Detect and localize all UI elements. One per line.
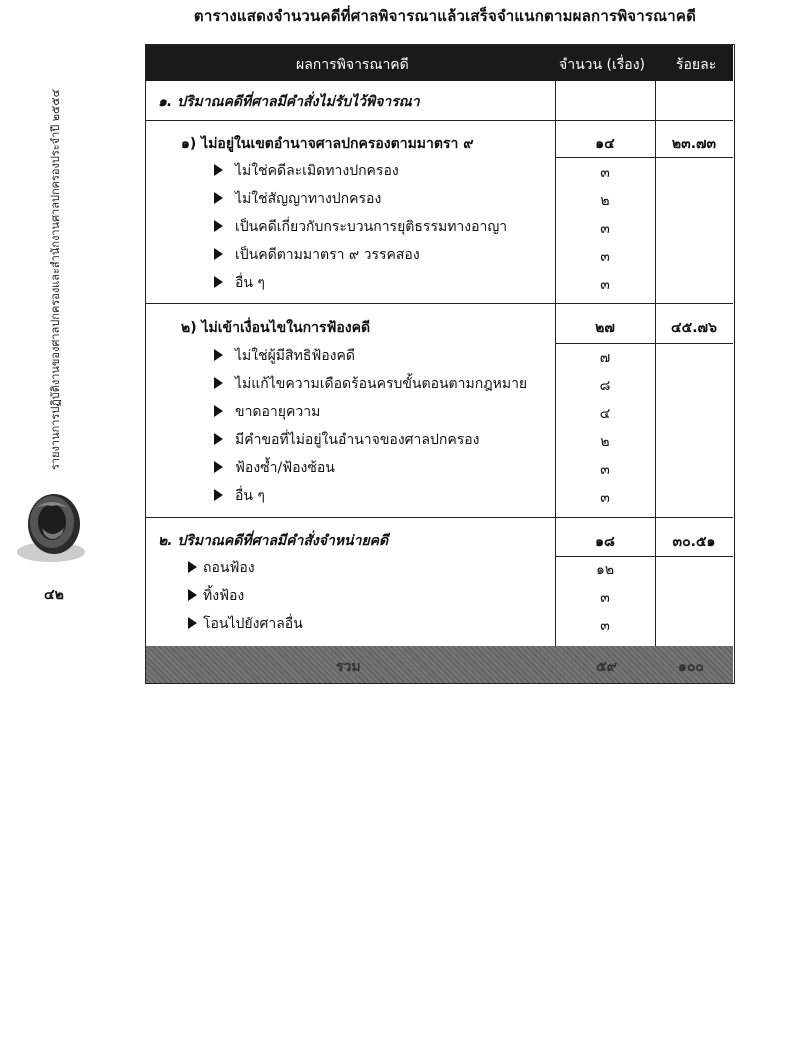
bullet-triangle-icon [214, 220, 223, 232]
table-title: ตารางแสดงจำนวนคดีที่ศาลพิจารณาแล้วเสร็จจำแนกตามผลการพิจารณาคดี [193, 7, 697, 25]
bullet-triangle-icon [214, 248, 223, 260]
section2-count: ๑๘ [595, 534, 615, 550]
item-count: ๓ [600, 165, 610, 181]
sub1-label: ๑) ไม่อยู่ในเขตอำนาจศาลปกครองตามมาตรา ๙ [181, 136, 474, 152]
sub1-count: ๑๔ [595, 136, 615, 152]
section1-label: ๑. ปริมาณคดีที่ศาลมีคำสั่งไม่รับไว้พิจารณา [158, 94, 420, 110]
list-item: เป็นคดีเกี่ยวกับกระบวนการยุติธรรมทางอาญา [214, 216, 507, 238]
item-count: ๒ [600, 193, 610, 209]
sub2-percent: ๔๕.๗๖ [671, 320, 717, 336]
bullet-triangle-icon [188, 617, 197, 629]
row-divider [555, 556, 733, 557]
list-item: ไม่แก้ไขความเดือดร้อนครบขั้นตอนตามกฎหมาย [214, 373, 527, 395]
table-header [146, 45, 733, 81]
item-count: ๓ [600, 462, 610, 478]
side-caption: รายงานการปฏิบัติงานของศาลปกครองและสำนักงานศาลปกครองประจำปี ๒๕๕๔ [49, 89, 62, 470]
item-count: ๑๒ [595, 562, 615, 578]
item-count: ๘ [599, 378, 611, 394]
item-count: ๓ [600, 249, 610, 265]
row-divider [146, 120, 733, 121]
bullet-triangle-icon [214, 489, 223, 501]
section2-percent: ๓๐.๕๑ [672, 534, 716, 550]
list-item: ถอนฟ้อง [188, 557, 255, 579]
bullet-triangle-icon [214, 461, 223, 473]
row-divider [555, 157, 733, 158]
bullet-triangle-icon [214, 349, 223, 361]
list-item: ขาดอายุความ [214, 401, 320, 423]
row-divider [146, 303, 733, 304]
item-count: ๓ [600, 277, 610, 293]
results-table [145, 44, 735, 684]
sub1-percent: ๒๓.๗๓ [671, 136, 717, 152]
section2-label: ๒. ปริมาณคดีที่ศาลมีคำสั่งจำหน่ายคดี [158, 533, 389, 549]
list-item: มีคำขอที่ไม่อยู่ในอำนาจของศาลปกครอง [214, 429, 480, 451]
sub2-label: ๒) ไม่เข้าเงื่อนไขในการฟ้องคดี [181, 320, 371, 336]
list-item: ไม่ใช่ผู้มีสิทธิฟ้องคดี [214, 345, 355, 367]
list-item: ไม่ใช่คดีละเมิดทางปกครอง [214, 160, 399, 182]
header-count: จำนวน (เรื่อง) [559, 57, 645, 73]
item-count: ๒ [600, 434, 610, 450]
total-row [146, 646, 733, 683]
court-emblem-logo [14, 488, 88, 568]
item-count: ๗ [599, 350, 611, 366]
bullet-triangle-icon [214, 276, 223, 288]
bullet-triangle-icon [214, 405, 223, 417]
list-item: ไม่ใช่สัญญาทางปกครอง [214, 188, 381, 210]
bullet-triangle-icon [188, 589, 197, 601]
list-item: โอนไปยังศาลอื่น [188, 613, 303, 635]
bullet-triangle-icon [214, 192, 223, 204]
bullet-triangle-icon [214, 164, 223, 176]
sub2-count: ๒๗ [595, 320, 615, 336]
item-count: ๓ [600, 490, 610, 506]
list-item: อื่น ๆ [214, 272, 265, 294]
bullet-triangle-icon [188, 561, 197, 573]
item-count: ๓ [600, 221, 610, 237]
total-count: ๕๙ [596, 659, 617, 675]
bullet-triangle-icon [214, 433, 223, 445]
page-number: ๔๒ [44, 587, 64, 603]
item-count: ๔ [599, 406, 611, 422]
col-divider [655, 81, 656, 646]
header-percent: ร้อยละ [676, 57, 717, 73]
bullet-triangle-icon [214, 377, 223, 389]
list-item: อื่น ๆ [214, 485, 265, 507]
total-percent: ๑๐๐ [678, 659, 704, 675]
total-label: รวม [336, 659, 361, 675]
row-divider [146, 517, 733, 518]
header-result: ผลการพิจารณาคดี [296, 57, 409, 73]
list-item: เป็นคดีตามมาตรา ๙ วรรคสอง [214, 244, 420, 266]
row-divider [555, 343, 733, 344]
list-item: ทิ้งฟ้อง [188, 585, 244, 607]
item-count: ๓ [600, 590, 610, 606]
item-count: ๓ [600, 618, 610, 634]
list-item: ฟ้องซ้ำ/ฟ้องซ้อน [214, 457, 335, 479]
